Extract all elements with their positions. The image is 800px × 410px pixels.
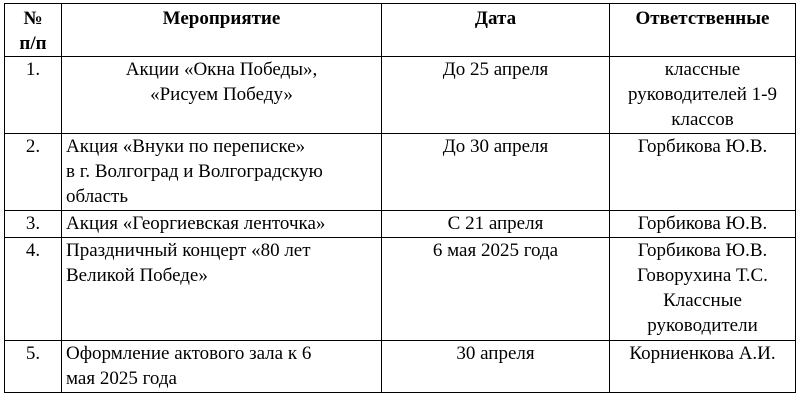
row-responsible — [610, 211, 796, 238]
row-responsible — [610, 57, 796, 134]
row-date: 6 мая 2025 года — [382, 238, 610, 341]
row-event — [62, 134, 382, 211]
events-table — [4, 3, 796, 393]
row-responsible — [610, 238, 796, 341]
row-number: 3. — [5, 211, 62, 238]
row-number: 2. — [5, 134, 62, 211]
row-date: 30 апреля — [382, 341, 610, 393]
event-line: Оформление актового зала к 6 — [66, 343, 312, 364]
row-responsible — [610, 341, 796, 393]
responsible-line: Горбикова Ю.В. — [637, 240, 768, 261]
responsible-line: Классные — [663, 290, 742, 311]
table-row — [5, 238, 796, 341]
row-number: 1. — [5, 57, 62, 134]
row-event — [62, 57, 382, 134]
event-line: Праздничный концерт «80 лет — [66, 240, 311, 261]
table-header-row — [5, 4, 796, 57]
row-responsible — [610, 134, 796, 211]
event-line: Акция «Георгиевская ленточка» — [66, 213, 326, 234]
table-row — [5, 341, 796, 393]
header-number-line2: п/п — [19, 33, 47, 54]
event-line: область — [66, 186, 129, 207]
responsible-line: Корниенкова А.И. — [629, 343, 776, 364]
row-number: 4. — [5, 238, 62, 341]
event-line: Великой Победе» — [66, 265, 208, 286]
responsible-line: Горбикова Ю.В. — [637, 136, 768, 157]
responsible-line: руководители — [647, 315, 758, 336]
responsible-line: руководителей 1-9 — [627, 84, 778, 105]
row-event — [62, 341, 382, 393]
row-date: С 21 апреля — [382, 211, 610, 238]
responsible-line: классов — [671, 109, 734, 130]
row-event — [62, 238, 382, 341]
header-number — [5, 4, 62, 57]
row-number: 5. — [5, 341, 62, 393]
event-line: «Рисуем Победу» — [150, 84, 293, 105]
row-event — [62, 211, 382, 238]
responsible-line: Горбикова Ю.В. — [637, 213, 768, 234]
table-row — [5, 57, 796, 134]
event-line: Акция «Внуки по переписке» — [66, 136, 306, 157]
row-date: До 30 апреля — [382, 134, 610, 211]
row-date: До 25 апреля — [382, 57, 610, 134]
table-row — [5, 134, 796, 211]
event-line: мая 2025 года — [66, 368, 177, 389]
event-line: Акции «Окна Победы», — [125, 59, 318, 80]
responsible-line: Говорухина Т.С. — [637, 265, 768, 286]
table-row — [5, 211, 796, 238]
event-line: в г. Волгоград и Волгоградскую — [66, 161, 323, 182]
header-number-line1: № — [23, 8, 43, 29]
header-responsible: Ответственные — [610, 4, 796, 57]
header-date: Дата — [382, 4, 610, 57]
responsible-line: классные — [664, 59, 741, 80]
header-event: Мероприятие — [62, 4, 382, 57]
